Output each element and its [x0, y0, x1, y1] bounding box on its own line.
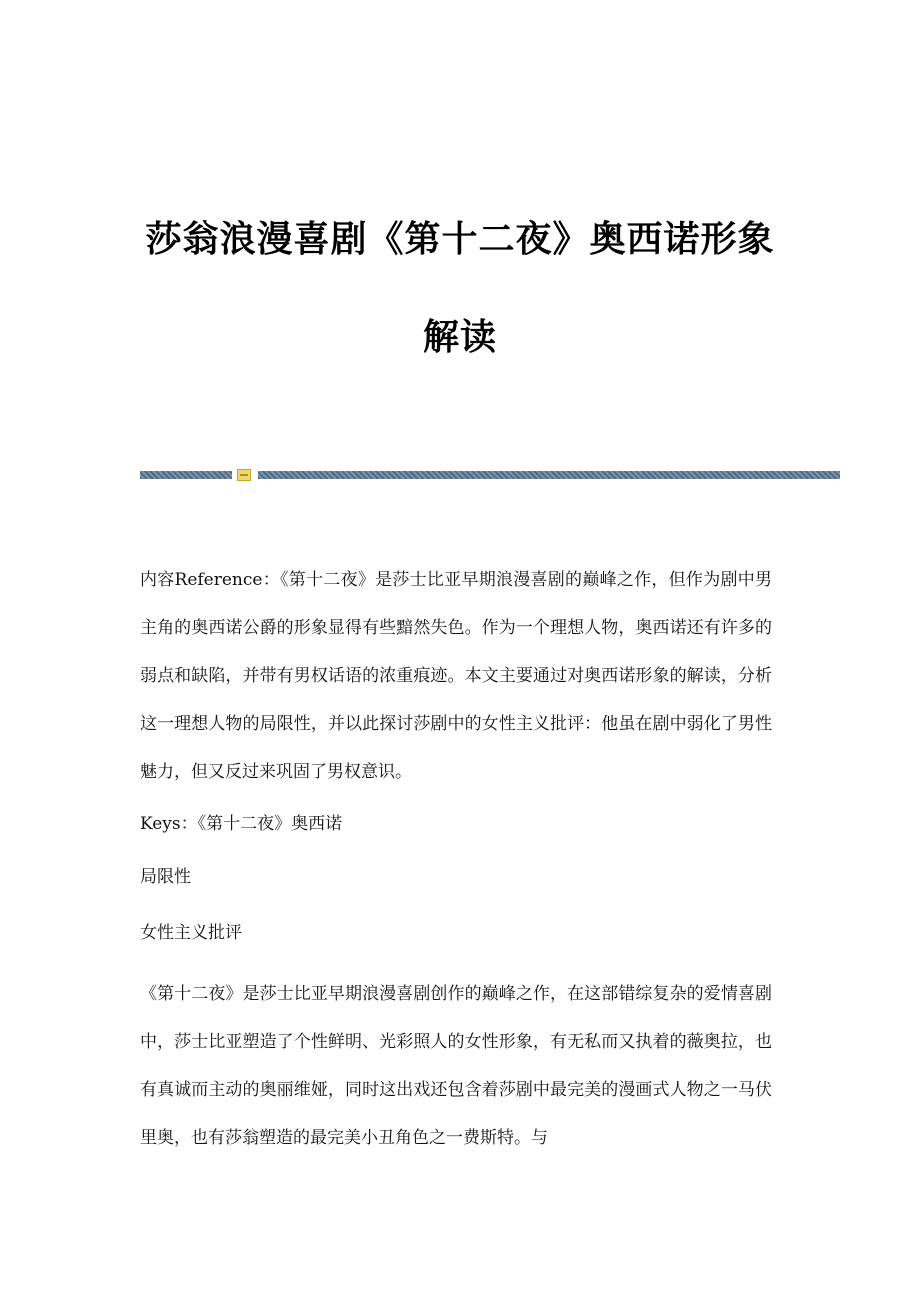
abstract-paragraph: 内容Reference：《第十二夜》是莎士比亚早期浪漫喜剧的巅峰之作，但作为剧中男主角的奥西诺公爵的形象显得有些黯然失色。作为一个理想人物，奥西诺还有许多的弱点和缺陷，并带有男权话语的浓重痕迹。本文主要通过对奥西诺形象的解读，分析这一理想人物的局限性，并以此探讨莎剧中的女性主义批评：他虽在剧中弱化了男性魅力，但又反过来巩固了男权意识。 [140, 570, 772, 782]
keywords-text-3: 女性主义批评 [140, 923, 242, 943]
page-title-line-2: 解读 [422, 317, 497, 358]
keywords-line-3 [140, 917, 772, 949]
divider-bar-left [140, 471, 232, 479]
page-title-line-1: 莎翁浪漫喜剧《第十二夜》奥西诺形象 [145, 219, 775, 260]
decorative-divider [140, 470, 840, 480]
keywords-text-2: 局限性 [140, 867, 191, 887]
divider-bar-right [258, 471, 840, 479]
divider-ornament-icon [237, 469, 251, 481]
intro-paragraph: 《第十二夜》是莎士比亚早期浪漫喜剧创作的巅峰之作，在这部错综复杂的爱情喜剧中，莎士比亚塑造了个性鲜明、光彩照人的女性形象，有无私而又执着的薇奥拉，也有真诚而主动的奥丽维娅，同时这出戏还包含着莎剧中最完美的漫画式人物之一马伏里奥，也有莎翁塑造的最完美小丑角色之一费斯特。与 [140, 984, 772, 1148]
keywords-line-2 [140, 861, 772, 893]
abstract-section [140, 556, 772, 796]
intro-section [140, 970, 772, 1162]
keywords-line-1 [140, 808, 772, 840]
keywords-text-1: Keys：《第十二夜》奥西诺 [140, 814, 343, 834]
